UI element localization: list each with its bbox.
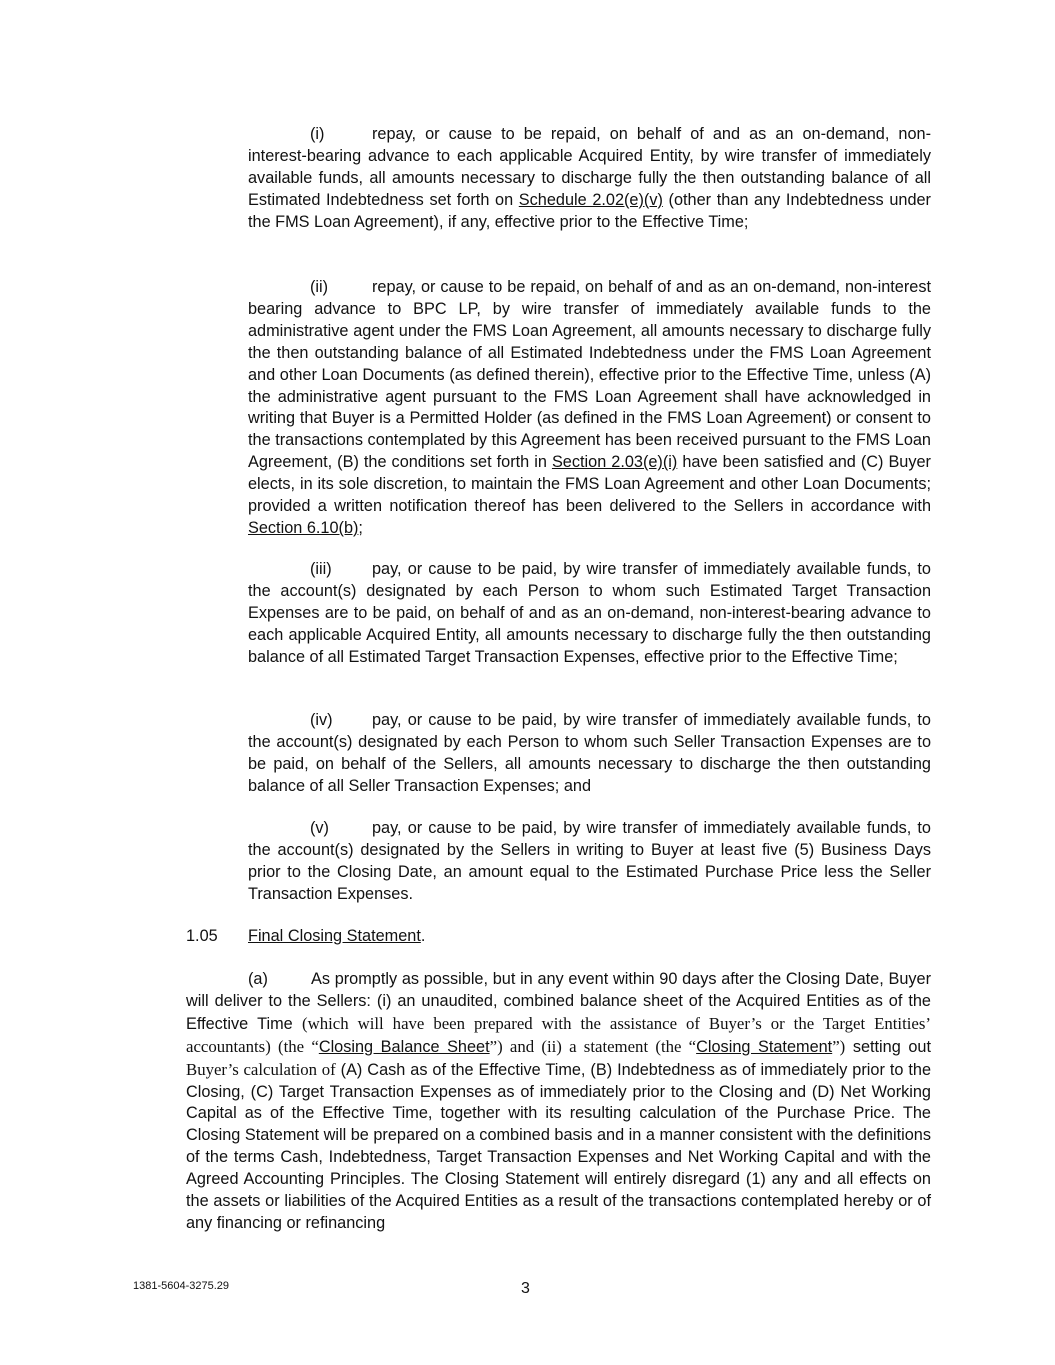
paragraph-text: As promptly as possible, but in any event within 90 days after the Closing Date, Buyer will deliver to the Sellers: (i) an unaudited, combined balance sheet of the Acquired Entities as of the Effective Time (186, 970, 931, 1033)
clause-text: have been satisfied and (C) Buyer elects, in its sole discretion, to maintain the FMS Loan Agreement and other Loan Documents; provided a written notification thereof has been delivered to the Sellers in accordance with (248, 453, 931, 516)
paragraph-label: (a) (248, 970, 268, 988)
clause-label: (iii) (310, 560, 332, 578)
clause-text: pay, or cause to be paid, by wire transfer of immediately available funds, to the account(s) designated by each Person to whom such Seller Transaction Expenses are to be paid, on behalf of the Sellers, all amounts necessary to discharge the then outstanding balance of all Seller Transaction Expenses; and (248, 711, 931, 795)
page-number: 3 (521, 1280, 530, 1297)
paragraph-text: Buyer’s calculation of (186, 1059, 336, 1079)
clause-v (248, 818, 931, 906)
section-heading (186, 926, 425, 948)
clause-text: pay, or cause to be paid, by wire transfer of immediately available funds, to the account(s) designated by each Person to whom such Estimated Target Transaction Expenses are to be paid, on behalf of and as an on-demand, non-interest-bearing advance to each applicable Acquired Entity, all amounts necessary to discharge fully the then outstanding balance of all Estimated Target Transaction Expenses, effective prior to the Effective Time; (248, 560, 931, 666)
paragraph-a (186, 969, 931, 1235)
clause-label: (i) (310, 125, 325, 143)
document-id: 1381-5604-3275.29 (133, 1280, 230, 1292)
clause-text: ; (358, 518, 363, 537)
cross-reference: Schedule 2.02(e)(v) (518, 190, 663, 209)
cross-reference: Section 2.03(e)(i) (551, 453, 678, 472)
clause-text: repay, or cause to be repaid, on behalf of and as an on-demand, non-interest bearing advance to BPC LP, by wire transfer of immediately available funds to the administrative agent under the FMS Loan Agreement, all amounts necessary to discharge fully the then outstanding balance of all Estimated Indebtedness under the FMS Loan Agreement and other Loan Documents (as defined therein), effective prior to the Effective Time, unless (A) the administrative agent pursuant to the FMS Loan Agreement shall have acknowledged in writing that Buyer is a Permitted Holder (as defined in the FMS Loan Agreement) or consent to the transactions contemplated by this Agreement has been received pursuant to the FMS Loan Agreement, (B) the conditions set forth in (248, 278, 931, 472)
clause-text: (other than any Indebtedness under the FMS Loan Agreement), if any, effective prior to the Effective Time; (248, 190, 931, 231)
paragraph-text: ”) and (ii) a statement (the “ (489, 1036, 697, 1056)
clause-ii (248, 277, 931, 540)
section-title: Final Closing Statement (248, 927, 421, 945)
clause-text: pay, or cause to be paid, by wire transfer of immediately available funds, to the account(s) designated by the Sellers in writing to Buyer at least five (5) Business Days prior to the Closing Date, an amount equal to the Estimated Purchase Price less the Seller Transaction Expenses. (248, 819, 931, 903)
defined-term: Closing Balance Sheet (318, 1037, 490, 1056)
clause-label: (iv) (310, 711, 333, 729)
paragraph-text: (which will have been prepared with the assistance of Buyer’s or the Target Entities’ accountants) (the “ (186, 1013, 931, 1056)
clause-iii (248, 559, 931, 669)
paragraph-text: (A) Cash as of the Effective Time, (B) Indebtedness as of immediately prior to the Closing, (C) Target Transaction Expenses as of immediately prior to the Closing and (D) Net Working Capital as of the Effective Time, together with its resulting calculation of the Purchase Price. The Closing Statement will be prepared on a combined basis and in a manner consistent with the definitions of the terms Cash, Indebtedness, Target Transaction Expenses and Net Working Capital and with the Agreed Accounting Principles. The Closing Statement will entirely disregard (1) any and all effects on the assets or liabilities of the Acquired Entities as a result of the transactions contemplated hereby or of any financing or refinancing (186, 1060, 931, 1232)
clause-label: (ii) (310, 278, 329, 296)
clause-iv (248, 710, 931, 798)
cross-reference: Section 6.10(b) (248, 518, 359, 537)
clause-label: (v) (310, 819, 329, 837)
paragraph-text: setting out (845, 1037, 931, 1056)
clause-text: repay, or cause to be repaid, on behalf of and as an on-demand, non-interest-bearing advance to each applicable Acquired Entity, by wire transfer of immediately available funds, all amounts necessary to discharge fully the then outstanding balance of all Estimated Indebtedness set forth on (248, 125, 931, 209)
paragraph-text: ”) (832, 1036, 846, 1056)
clause-i (248, 124, 931, 234)
section-number: 1.05 (186, 927, 218, 945)
defined-term: Closing Statement (696, 1037, 833, 1056)
section-title-end: . (420, 927, 426, 945)
